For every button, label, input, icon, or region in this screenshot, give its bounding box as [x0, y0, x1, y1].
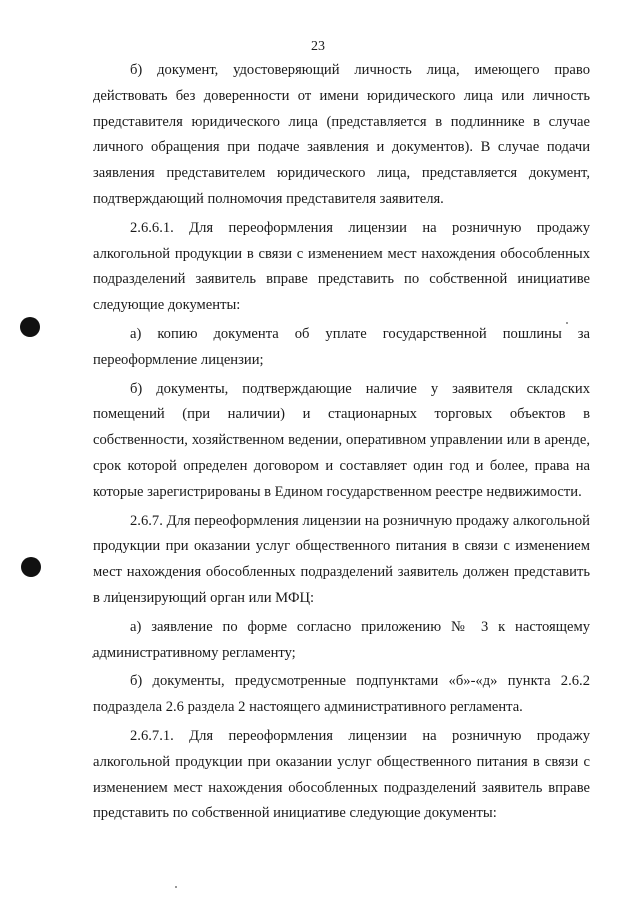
list-item-provided-documents: б) документы, предусмотренные подпунктами «б»-«д» пункта 2.6.2 подраздела 2.6 раздела 2 настоящего административного регламента.: [93, 673, 590, 716]
punch-hole-mark: [21, 557, 41, 577]
scan-speck: [175, 886, 177, 888]
list-item-application-form: а) заявление по форме согласно приложению № 3 к настоящему административному регламенту;: [93, 618, 590, 661]
list-item-premises-documents: б) документы, подтверждающие наличие у заявителя складских помещений (при наличии) и стационарных торговых объектов в собственности, хозяйственном ведении, оперативном управлении или в аренде, срок которой определен договором и составляет один год и более, права на которые зарегистрированы в Едином государственном реестре недвижимости.: [93, 380, 590, 500]
list-item-state-fee-copy: а) копию документа об уплате государственной пошлины за переоформление лицензии;: [93, 325, 590, 368]
paragraph-2-6-7-1: 2.6.7.1. Для переоформления лицензии на розничную продажу алкогольной продукции при оказании услуг общественного питания в связи с изменением мест нахождения обособленных подразделений заявитель вправе представить по собственной инициативе следующие документы:: [93, 727, 590, 822]
document-body: [93, 58, 590, 830]
paragraph-2-6-6-1: 2.6.6.1. Для переоформления лицензии на розничную продажу алкогольной продукции в связи с изменением мест нахождения обособленных подразделений заявитель вправе представить по собственной инициативе следующие документы:: [93, 219, 590, 314]
paragraph-2-6-7: 2.6.7. Для переоформления лицензии на розничную продажу алкогольной продукции при оказании услуг общественного питания в связи с изменением мест нахождения обособленных подразделений заявитель должен представить в лицензирующий орган или МФЦ:: [93, 512, 590, 606]
punch-hole-mark: [20, 317, 40, 337]
page-number: 23: [311, 39, 325, 54]
paragraph-identity-document: б) документ, удостоверяющий личность лица, имеющего право действовать без доверенности от имени юридического лица или личность представителя юридического лица (представляется в подлиннике в случае личного обращения при подаче заявления и документов). В случае подачи заявления представителем юридического лица, представляется документ, подтверждающий полномочия представителя заявителя.: [93, 62, 590, 207]
